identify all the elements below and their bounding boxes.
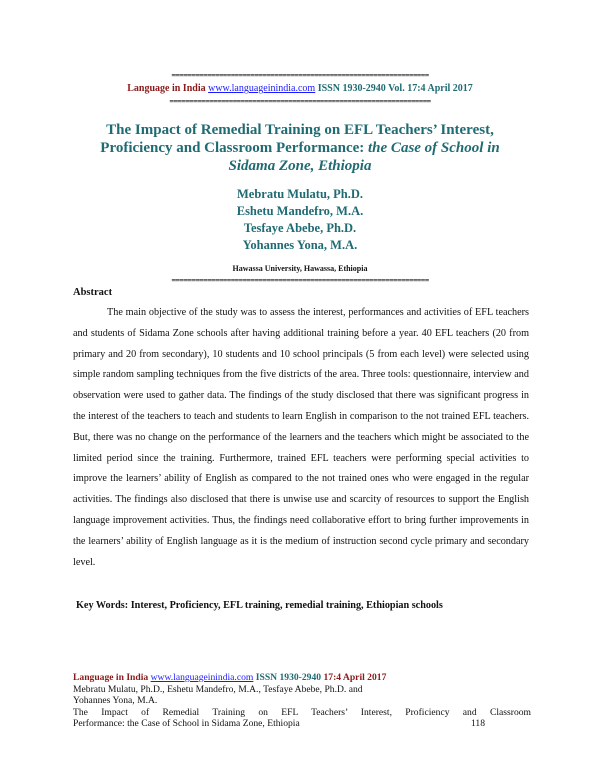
author-name: Tesfaye Abebe, Ph.D.	[243, 221, 357, 235]
footer-journal-name: Language in India	[73, 672, 149, 683]
section-rule: =================================================================	[171, 276, 429, 285]
journal-header	[0, 83, 600, 94]
abstract-body: The main objective of the study was to assess the interest, performances and activities of EFL teachers and students of Sidama Zone schools after having additional training before a year. 40 EFL teachers (20 from primary and 20 from secondary), 10 students and 10 school principals (5 from each level) were selected using simple random sampling techniques from the five districts of the area. Three tools: questionnaire, interview and observation were used to gather data. The findings of the study disclosed that there was significant progress in the interest of the teachers to teach and students to learn English in comparison to the not trained EFL teachers. But, there was no change on the performance of the learners and the teachers which might be associated to the limited period since the training. Furthermore, trained EFL teachers were performing special activities to improve the learners’ ability of English as compared to the not trained ones who were engaged in the regular activities. The findings also disclosed that there is unwise use and scarcity of resources to support the English language improvement activities. Thus, the findings need collaborative effort to bring further improvements in the learners’ ability of English language as it is the medium of instruction second cycle primary and secondary level.	[73, 307, 529, 568]
footer-title-line-1: The Impact of Remedial Training on EFL Teachers’ Interest, Proficiency and Classroom	[73, 706, 531, 718]
paper-title-subtitle: the Case of School in Sidama Zone, Ethiopia	[228, 140, 500, 174]
paper-title-main: The Impact of Remedial Training on EFL Teachers’ Interest, Proficiency and Classroom Performance:	[100, 122, 494, 156]
page-number: 118	[470, 718, 485, 730]
footer-title-line-2: Performance: the Case of School in Sidama Zone, Ethiopia	[73, 718, 300, 730]
author-list	[0, 186, 600, 254]
journal-volume: Vol. 17:4 April 2017	[388, 83, 473, 94]
author-name: Mebratu Mulatu, Ph.D.	[236, 187, 364, 201]
footer-date: 17:4 April 2017	[323, 672, 387, 683]
footer-journal-line	[73, 672, 531, 684]
abstract-heading: Abstract	[73, 287, 113, 298]
keywords: Key Words: Interest, Proficiency, EFL training, remedial training, Ethiopian schools	[76, 600, 443, 611]
footer-authors-line-1: Mebratu Mulatu, Ph.D., Eshetu Mandefro, M.A., Tesfaye Abebe, Ph.D. and	[73, 683, 363, 695]
footer-last-row	[73, 718, 531, 730]
affiliation: Hawassa University, Hawassa, Ethiopia	[232, 264, 368, 273]
paper-title	[80, 121, 520, 175]
footer-issn: ISSN 1930-2940	[255, 672, 322, 683]
footer-url-link[interactable]: www.languageinindia.com	[150, 672, 254, 683]
header-rule-top: =================================================================	[171, 71, 429, 80]
page-footer	[73, 672, 531, 730]
author-name: Yohannes Yona, M.A.	[242, 238, 358, 252]
author-name: Eshetu Mandefro, M.A.	[236, 204, 364, 218]
footer-authors-line-2: Yohannes Yona, M.A.	[73, 695, 158, 707]
journal-issn: ISSN 1930-2940	[317, 83, 386, 94]
journal-url-link[interactable]: www.languageinindia.com	[208, 83, 316, 94]
header-rule-bottom: ==================================================================	[169, 97, 431, 106]
journal-name: Language in India	[127, 83, 206, 94]
